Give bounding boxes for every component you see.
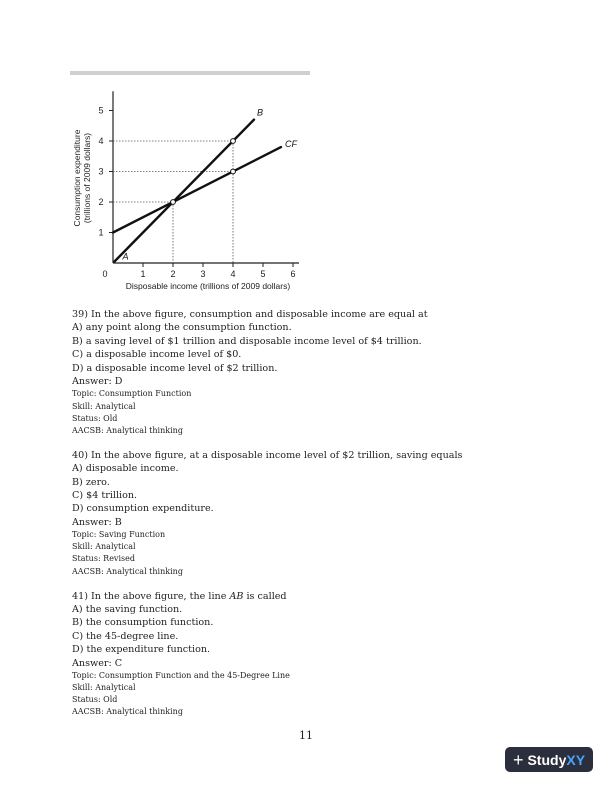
option-a: A) any point along the consumption function. bbox=[72, 322, 292, 334]
answer: Answer: B bbox=[72, 516, 122, 528]
stem-prefix: 41) In the above figure, the line bbox=[72, 590, 230, 602]
option-d: D) a disposable income level of $2 trillion. bbox=[72, 362, 278, 374]
option-a: A) the saving function. bbox=[72, 604, 183, 616]
series-label-cf: CF bbox=[285, 139, 297, 150]
y-tick-label: 5 bbox=[98, 105, 104, 116]
intersection-marker bbox=[231, 139, 236, 144]
topic: Topic: Consumption Function bbox=[72, 389, 192, 399]
x-tick-label: 0 bbox=[102, 269, 108, 279]
x-tick-label: 6 bbox=[290, 269, 296, 279]
status: Status: Revised bbox=[72, 554, 135, 564]
option-b: B) the consumption function. bbox=[72, 617, 214, 629]
question-stem: 39) In the above figure, consumption and disposable income are equal at bbox=[72, 309, 428, 320]
x-tick-label: 1 bbox=[140, 269, 146, 279]
status: Status: Old bbox=[72, 695, 118, 705]
option-d: D) the expenditure function. bbox=[72, 644, 211, 656]
stem-italic: AB bbox=[229, 590, 244, 602]
question-41 bbox=[72, 590, 532, 719]
aacsb: AACSB: Analytical thinking bbox=[72, 707, 183, 717]
x-tick-label: 2 bbox=[170, 269, 176, 279]
topic: Topic: Saving Function bbox=[72, 530, 166, 540]
plus-icon: + bbox=[512, 749, 524, 770]
question-stem: 40) In the above figure, at a disposable income level of $2 trillion, saving equals bbox=[72, 449, 463, 461]
skill: Skill: Analytical bbox=[72, 401, 136, 411]
aacsb: AACSB: Analytical thinking bbox=[72, 425, 183, 435]
page-number: 11 bbox=[299, 729, 313, 742]
brand-accent: XY bbox=[566, 751, 586, 768]
question-40 bbox=[72, 449, 532, 578]
question-39 bbox=[72, 308, 532, 437]
studyxy-badge[interactable] bbox=[505, 747, 593, 772]
x-tick-label: 3 bbox=[200, 269, 206, 279]
y-tick-label: 3 bbox=[98, 166, 104, 177]
y-axis-label-line1: Consumption expenditure bbox=[72, 129, 82, 227]
answer: Answer: D bbox=[72, 376, 123, 388]
skill: Skill: Analytical bbox=[72, 683, 136, 693]
option-d: D) consumption expenditure. bbox=[72, 503, 214, 515]
brand-main: Study bbox=[527, 751, 567, 768]
intersection-marker bbox=[231, 169, 236, 174]
option-b: B) zero. bbox=[72, 476, 110, 488]
x-tick-label: 4 bbox=[230, 269, 236, 279]
y-tick-label: 2 bbox=[98, 197, 104, 207]
aacsb: AACSB: Analytical thinking bbox=[72, 566, 183, 576]
option-a: A) disposable income. bbox=[72, 463, 179, 475]
option-b: B) a saving level of $1 trillion and disposable income level of $4 trillion. bbox=[72, 335, 422, 347]
figure-top-rule bbox=[70, 71, 310, 75]
series-start-label: A bbox=[122, 251, 129, 262]
topic: Topic: Consumption Function and the 45-Degree Line bbox=[72, 671, 290, 681]
option-c: C) $4 trillion. bbox=[72, 490, 138, 502]
series-line-cf bbox=[113, 147, 281, 232]
skill: Skill: Analytical bbox=[72, 542, 136, 552]
x-axis-label: Disposable income (trillions of 2009 dollars) bbox=[125, 281, 291, 291]
y-axis-label-line2: (trillions of 2009 dollars) bbox=[82, 132, 92, 224]
option-c: C) the 45-degree line. bbox=[72, 630, 179, 642]
y-tick-label: 1 bbox=[98, 227, 104, 238]
question-stem bbox=[72, 590, 532, 603]
series-label-b: B bbox=[257, 107, 264, 118]
consumption-chart bbox=[68, 78, 318, 300]
option-c: C) a disposable income level of $0. bbox=[72, 349, 242, 361]
answer: Answer: C bbox=[72, 657, 123, 669]
intersection-marker bbox=[171, 200, 176, 205]
question-list bbox=[72, 308, 532, 730]
x-tick-label: 5 bbox=[260, 269, 266, 279]
status: Status: Old bbox=[72, 413, 118, 423]
stem-suffix: is called bbox=[243, 590, 287, 602]
y-tick-label: 4 bbox=[98, 136, 104, 146]
